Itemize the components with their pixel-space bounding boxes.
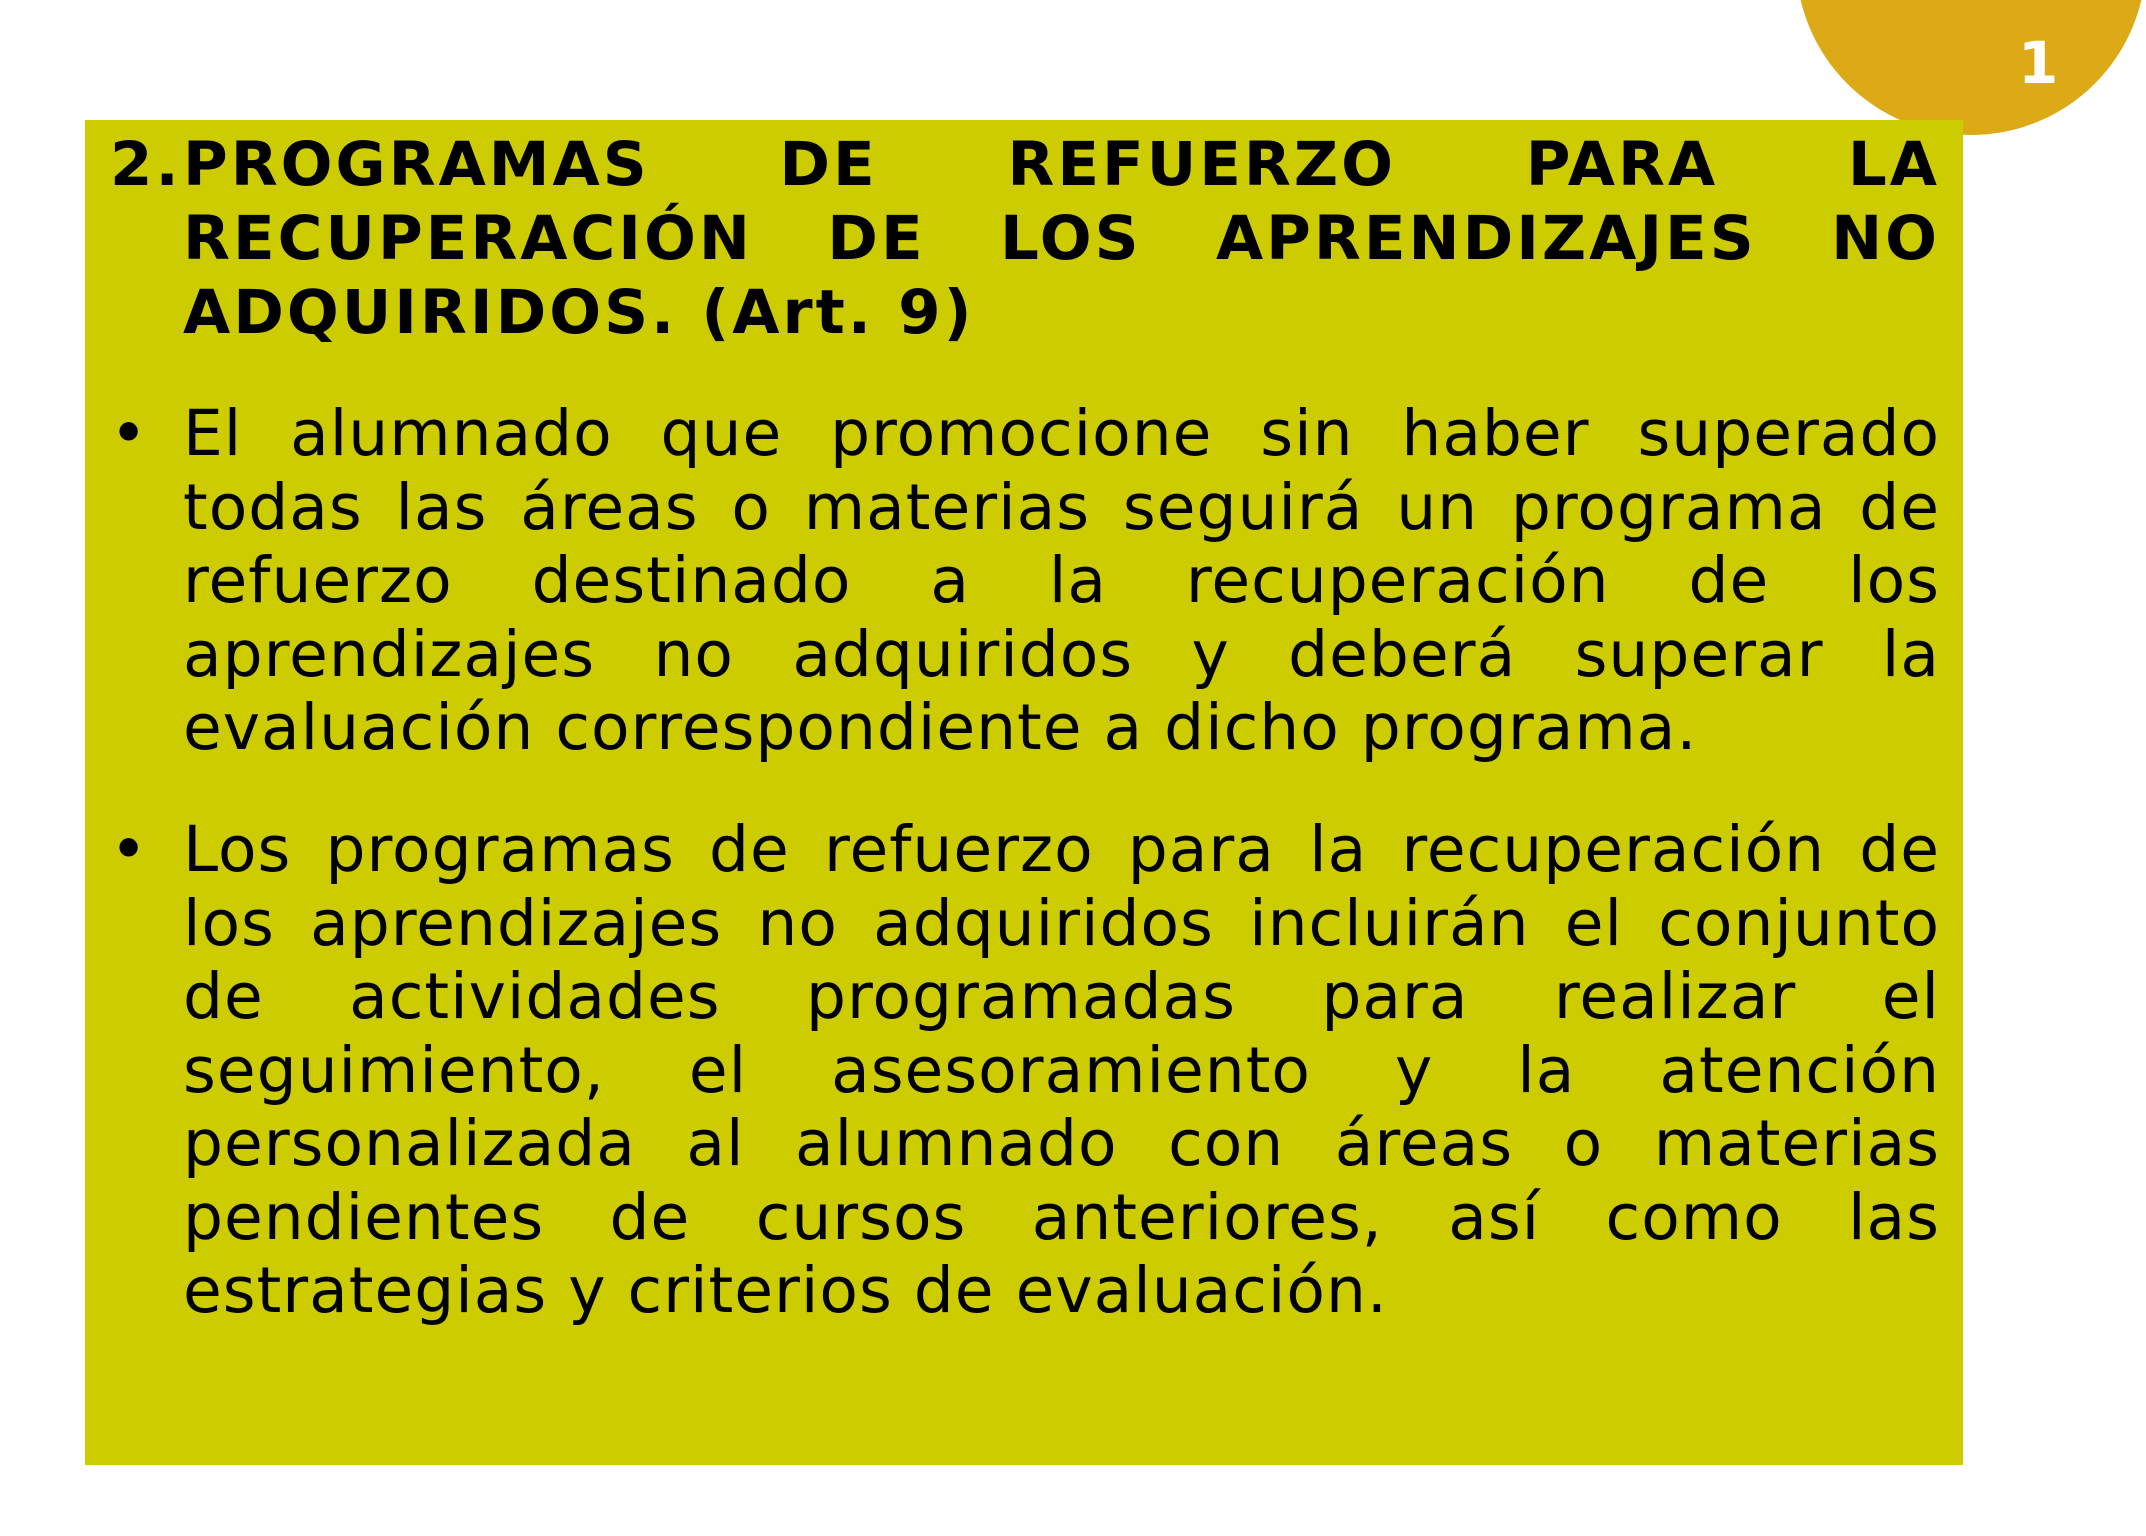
- heading-number: 2.: [110, 129, 182, 200]
- bullet-marker: •: [110, 397, 149, 470]
- slide-heading: [110, 128, 1940, 350]
- bullet-item: [110, 813, 1940, 1328]
- bullet-text: El alumnado que promocione sin haber superado todas las áreas o materias seguirá un programa de refuerzo destinado a la recuperación de los aprendizajes no adquiridos y deberá superar la evaluación correspondiente a dicho programa.: [183, 397, 1940, 764]
- bullet-item: [110, 397, 1940, 765]
- bullet-marker: •: [110, 813, 149, 886]
- page-number-circle: [1796, 0, 2146, 135]
- heading-text: PROGRAMAS DE REFUERZO PARA LA RECUPERACIÓN DE LOS APRENDIZAJES NO ADQUIRIDOS. (Art. 9): [183, 129, 1940, 348]
- bullet-text: Los programas de refuerzo para la recuperación de los aprendizajes no adquiridos incluirán el conjunto de actividades programadas para realizar el seguimiento, el asesoramiento y la atención personalizada al alumnado con áreas o materias pendientes de cursos anteriores, así como las estrategias y criterios de evaluación.: [183, 813, 1940, 1327]
- page-number: 1: [2018, 29, 2059, 97]
